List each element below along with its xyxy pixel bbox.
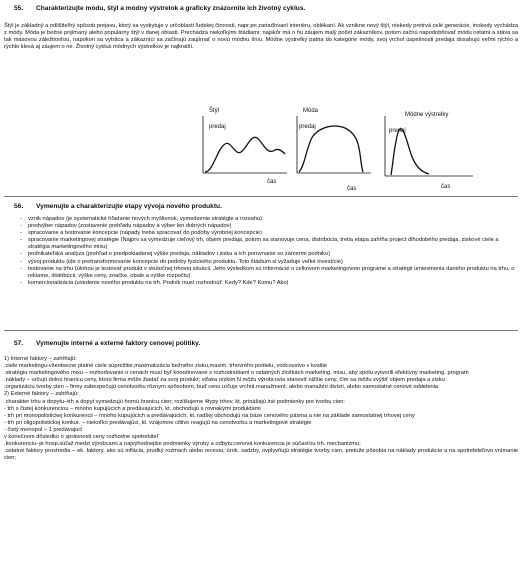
paragraph: v konečnom dôsledku o správnosti ceny rozhodne spotrebiteľ — [4, 434, 159, 441]
list-item: - komercionalizácia (uvedenie nového produktu na trh. Podnik musí rozhodnúť: Kedy? Kde? Komu? Ako) — [20, 280, 518, 287]
chart-fashion-xlabel: čas — [347, 186, 357, 192]
paragraph: .konkurenciu–je hosp.súťaž medzi výrobcami a najvýhodnejšie podmienky výroby a odbytu;cenová konkurencia je súčasťou trh. mechanizmu; — [4, 441, 361, 448]
paragraph: - čistý monopol – 1 predávajúci — [4, 426, 83, 433]
divider-2 — [4, 330, 518, 331]
section-55 — [4, 5, 518, 13]
paragraph: - trh s čistej konkurenciou – mnoho kupujúcich a predávajúcich, kt. obchodujú s rovnakými produktami — [4, 405, 261, 412]
list-item: - vznik nápadov (je systematické hľadanie nových myšlienok, vymedzenie stratégie a rozsahu) — [20, 216, 518, 223]
chart-fashion — [297, 108, 371, 192]
paragraph: .ciele marketingu-všeobecne platné ciele súprežitie,maximalizácia bežného zisku,maxim. trhovrého podielu, vodcovstvo v kvalite — [4, 363, 328, 370]
section-56-number: 56. — [14, 203, 24, 210]
section-56-title — [4, 203, 518, 211]
lifecycle-charts-svg — [195, 104, 515, 192]
paragraph: .charakter trhu a dopytu–trh a dopyt vymedzujú hornú hranicu cien; rozlišujeme 4typy trhov, kt. prinášajú iné podmienky pre tvorbu cien: — [4, 398, 346, 405]
section-57-title — [4, 340, 518, 348]
list-item: - vývoj produktu (ide o pretransformovanie koncepcie do podoby fyzického produktu. Toto štádium si vyžaduje veľké investície) — [20, 259, 518, 266]
chart-style-title: Štýl — [209, 108, 220, 114]
section-56 — [4, 203, 518, 211]
list-item: - predvýber nápadov (zostavenie prehľadu nápadov a výber len dobrých nápadov) — [20, 223, 518, 230]
chart-style-curve — [205, 137, 285, 172]
chart-fashion-curve — [299, 126, 363, 172]
section-56-body — [4, 216, 518, 287]
paragraph: .organizáciu tvorby cien – firmy zabezpečujú cenotvorbu rôznym spôsobom, buď cenu určuje vrchol.manažment, alebo manažéri divízií, alebo samostatné cenové oddelenia — [4, 384, 439, 391]
chart-fad-ylabel: predaj — [389, 128, 406, 134]
list-item: - testovanie na trhu (úlohou je testovať produkt v skutočnej trhovej situácii. Jeho výsledkom sú informácie o celkovom marketingovom programe a stratégii umiestnenia daného produktu na trhu, o reklame, distribúcii, výške ceny, značke, obale a výške rozpočtu) — [20, 266, 518, 280]
paragraph: 1) Interné faktory – zahŕňajú: — [4, 356, 77, 362]
chart-fashion-title: Móda — [303, 108, 319, 114]
chart-fad-title: Módne výstrelky — [405, 112, 449, 118]
paragraph: 2) Externé faktory – zahŕňajú: — [4, 391, 79, 398]
section-56-list — [4, 216, 518, 287]
chart-fad-xlabel: čas — [441, 184, 451, 190]
section-55-heading: Charakterizujte módu, štýl a módny výstrelok a graficky znázornite ich životný cyklus. — [36, 5, 306, 12]
section-55-paragraph: Štýl je základný a odlišiteľný spôsob prejavu, ktorý sa vyskytuje v určoblasti ľudskej činnosti, napr.pri zariaďovaní interiéru, oblékaní. Ak vznikne nový štýl, niekedy pretrvá celé generácie, inokedy vychádza z módy. Móda je bežne prijímaný alebo populárny štýl v danej oblasti. Prechádza niekoľkými štádiami: najskôr má o ňu záujem malý počet zákazníkov, potom začnú napodobňovať módu ostatní a stáva sa tak masovou záležitosťou, napokon sa vytráca a zákazníci sa začínajú zaujímať o novú módnu líniu. Módne výstrelky patria do kategórie módy, svoj vrchol úspešnosti predaja dosahujú veľmi rýchlo a rýchlo klesá aj záujem o ne. Životný cyklus módnych výstrelkov je najkratší. — [4, 23, 518, 51]
chart-fad-curve — [391, 129, 429, 175]
section-57 — [4, 340, 518, 348]
section-56-heading: Vymenujte a charakterizujte etapy vývoja nového produktu. — [36, 203, 222, 210]
section-57-body — [4, 356, 518, 462]
section-55-title — [4, 5, 518, 13]
chart-fashion-ylabel: predaj — [299, 124, 316, 130]
chart-style-ylabel: predaj — [209, 124, 226, 130]
divider-1 — [4, 196, 518, 197]
lifecycle-charts — [195, 104, 515, 192]
list-item: - podnikateľská analýza (prehľad o predpokladanej výške predaja, nákladov i zisku a ich porovnanie so zámermi podniku) — [20, 251, 518, 258]
section-57-heading: Vymenujte interné a externé faktory cenovej politiky. — [36, 340, 201, 347]
paragraph: - trh pri oligopolistickej konkur. – niekoľko predávajúci, kt. vzájomne citlivo reagujú na cenotvorbu a marketingové stratégie — [4, 419, 312, 426]
list-item: - spracovanie marketingovej stratégie (Najprv sa vymedzuje cieľový trh, objem predaja, potom sa stanovuje cena, distribúcia, tretia etapa zahŕňa project dlhodobého predaja, ziskové ciele a stratégia marketingového mixu) — [20, 237, 518, 251]
section-55-number: 55. — [14, 5, 24, 12]
paragraph: .ostatné faktory prostredia – ek. faktory, ako sú inflácia, prudký rozmach alebo recesia, úrok. sadzby, ovplyvňujú stratégie tvorby cien, pretože pôsobia na náklady produkcie a na spotrebiteľovo vnímanie cien; — [4, 448, 518, 462]
chart-style — [203, 107, 287, 185]
chart-style-xlabel: čas — [267, 179, 277, 185]
section-55-body — [4, 23, 518, 51]
paragraph: .stratégiu marketingového mixu – rozhodovanie o cenách musí byť koordinované s rozhodnutiami o ostatných zložkách marketing. mixu, aby spolu vytvorili efektívny marketing. program — [4, 370, 469, 377]
paragraph: .náklady – určujú dolnú hranicu ceny, ktorú firma môže žiadať za svoj produkt; vďaka nízkim N môžu výrobcovia stanoviť nižšie ceny, čím sa môžu zvýšiť objem predaja a zisku — [4, 377, 445, 384]
list-item: - spracovanie a testovanie koncepcie (nápady treba spracovať do podoby výrobnej koncepcie) — [20, 230, 518, 237]
chart-fad — [385, 112, 473, 190]
section-57-number: 57. — [14, 340, 24, 347]
paragraph: - trh pri monopolistickej konkurencii – mnoho kupujúcich a predávajúcich, kt. radšej obchodujú na báze cenového pásma a nie na základe samostatnej trhovej ceny — [4, 412, 415, 419]
